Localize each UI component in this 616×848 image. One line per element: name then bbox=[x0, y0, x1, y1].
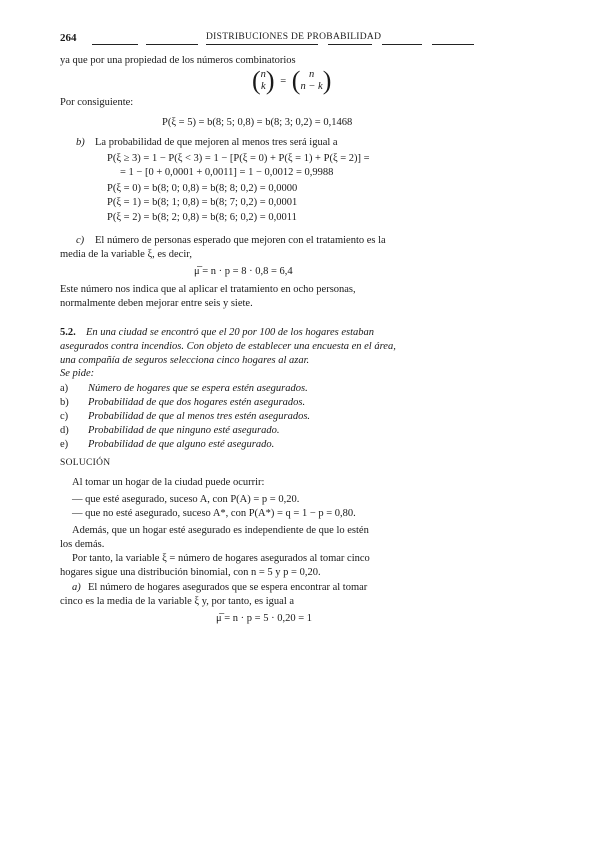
solution-paragraph-2-line-1: Por tanto, la variable ξ = número de hogares asegurados al tomar cinco bbox=[72, 553, 370, 564]
solution-a-label: a) bbox=[72, 582, 81, 593]
question-label-d: d) bbox=[60, 425, 69, 436]
question-text-c: Probabilidad de que al menos tres estén asegurados. bbox=[88, 411, 311, 422]
binom-right-top: n bbox=[308, 69, 315, 80]
equation-b2: = 1 − [0 + 0,0001 + 0,0011] = 1 − 0,0012 = 0,9988 bbox=[120, 167, 334, 178]
header-rule bbox=[206, 44, 318, 45]
por-consiguiente: Por consiguiente: bbox=[60, 97, 134, 108]
conclusion-line-2: normalmente deben mejorar entre seis y siete. bbox=[60, 298, 253, 309]
intro-line: ya que por una propiedad de los números combinatorios bbox=[60, 55, 296, 66]
binomial-identity: (n k) = ( n n − k) bbox=[252, 66, 332, 95]
solution-heading: SOLUCIÓN bbox=[60, 458, 111, 468]
running-title: DISTRIBUCIONES DE PROBABILIDAD bbox=[206, 32, 382, 42]
problem-text-3: una compañía de seguros selecciona cinco hogares al azar. bbox=[60, 355, 310, 366]
question-label-e: e) bbox=[60, 439, 69, 450]
header-rule bbox=[432, 44, 474, 45]
header-rule bbox=[92, 44, 138, 45]
solution-paragraph-1-line-2: los demás. bbox=[60, 539, 105, 550]
binom-left-top: n bbox=[260, 69, 266, 80]
final-equation: μ̅ = n · p = 5 · 0,20 = 1 bbox=[216, 613, 313, 624]
solution-paragraph-2-line-2: hogares sigue una distribución binomial, con n = 5 y p = 0,20. bbox=[60, 567, 321, 578]
conclusion-line-1: Este número nos indica que al aplicar el tratamiento en ocho personas, bbox=[60, 284, 356, 295]
equation-c: μ̅ = n · p = 8 · 0,8 = 6,4 bbox=[194, 266, 293, 277]
header-rule bbox=[382, 44, 422, 45]
binom-left-bottom: k bbox=[260, 81, 266, 92]
solution-case-2: — que no esté asegurado, suceso A*, con P(A*) = q = 1 − p = 0,80. bbox=[72, 508, 356, 519]
equation-a: P(ξ = 5) = b(8; 5; 0,8) = b(8; 3; 0,2) = 0,1468 bbox=[162, 117, 353, 128]
problem-number: 5.2. bbox=[60, 327, 76, 338]
header-rule bbox=[328, 44, 372, 45]
se-pide: Se pide: bbox=[60, 368, 95, 379]
solution-intro: Al tomar un hogar de la ciudad puede ocurrir: bbox=[72, 477, 265, 488]
problem-text-1: En una ciudad se encontró que el 20 por 100 de los hogares estaban bbox=[86, 327, 375, 338]
item-c-label: c) bbox=[76, 235, 85, 246]
binom-equals: = bbox=[280, 75, 287, 87]
question-text-e: Probabilidad de que alguno esté asegurado. bbox=[88, 439, 275, 450]
question-text-d: Probabilidad de que ninguno esté asegurado. bbox=[88, 425, 280, 436]
equation-b1: P(ξ ≥ 3) = 1 − P(ξ < 3) = 1 − [P(ξ = 0) + P(ξ = 1) + P(ξ = 2)] = bbox=[107, 153, 370, 164]
solution-a-line-1: El número de hogares asegurados que se espera encontrar al tomar bbox=[88, 582, 368, 593]
question-label-c: c) bbox=[60, 411, 69, 422]
question-label-b: b) bbox=[60, 397, 69, 408]
equation-b3: P(ξ = 0) = b(8; 0; 0,8) = b(8; 8; 0,2) = 0,0000 bbox=[107, 183, 298, 194]
item-c-text-2: media de la variable ξ, es decir, bbox=[60, 249, 192, 260]
equation-b5: P(ξ = 2) = b(8; 2; 0,8) = b(8; 6; 0,2) = 0,0011 bbox=[107, 212, 297, 223]
item-b-label: b) bbox=[76, 137, 85, 148]
question-text-b: Probabilidad de que dos hogares estén asegurados. bbox=[88, 397, 306, 408]
question-text-a: Número de hogares que se espera estén asegurados. bbox=[88, 383, 308, 394]
equation-b4: P(ξ = 1) = b(8; 1; 0,8) = b(8; 7; 0,2) = 0,0001 bbox=[107, 197, 298, 208]
header-rule bbox=[146, 44, 198, 45]
problem-text-2: asegurados contra incendios. Con objeto de establecer una encuesta en el área, bbox=[60, 341, 396, 352]
solution-case-1: — que esté asegurado, suceso A, con P(A) = p = 0,20. bbox=[72, 494, 300, 505]
solution-a-line-2: cinco es la media de la variable ξ y, por tanto, es igual a bbox=[60, 596, 295, 607]
solution-paragraph-1-line-1: Además, que un hogar esté asegurado es independiente de que lo estén bbox=[72, 525, 369, 536]
page-number: 264 bbox=[60, 32, 77, 44]
item-c-text-1: El número de personas esperado que mejoren con el tratamiento es la bbox=[95, 235, 386, 246]
item-b-text: La probabilidad de que mejoren al menos tres será igual a bbox=[95, 137, 338, 148]
binom-right-bottom: n − k bbox=[300, 81, 323, 92]
question-label-a: a) bbox=[60, 383, 69, 394]
